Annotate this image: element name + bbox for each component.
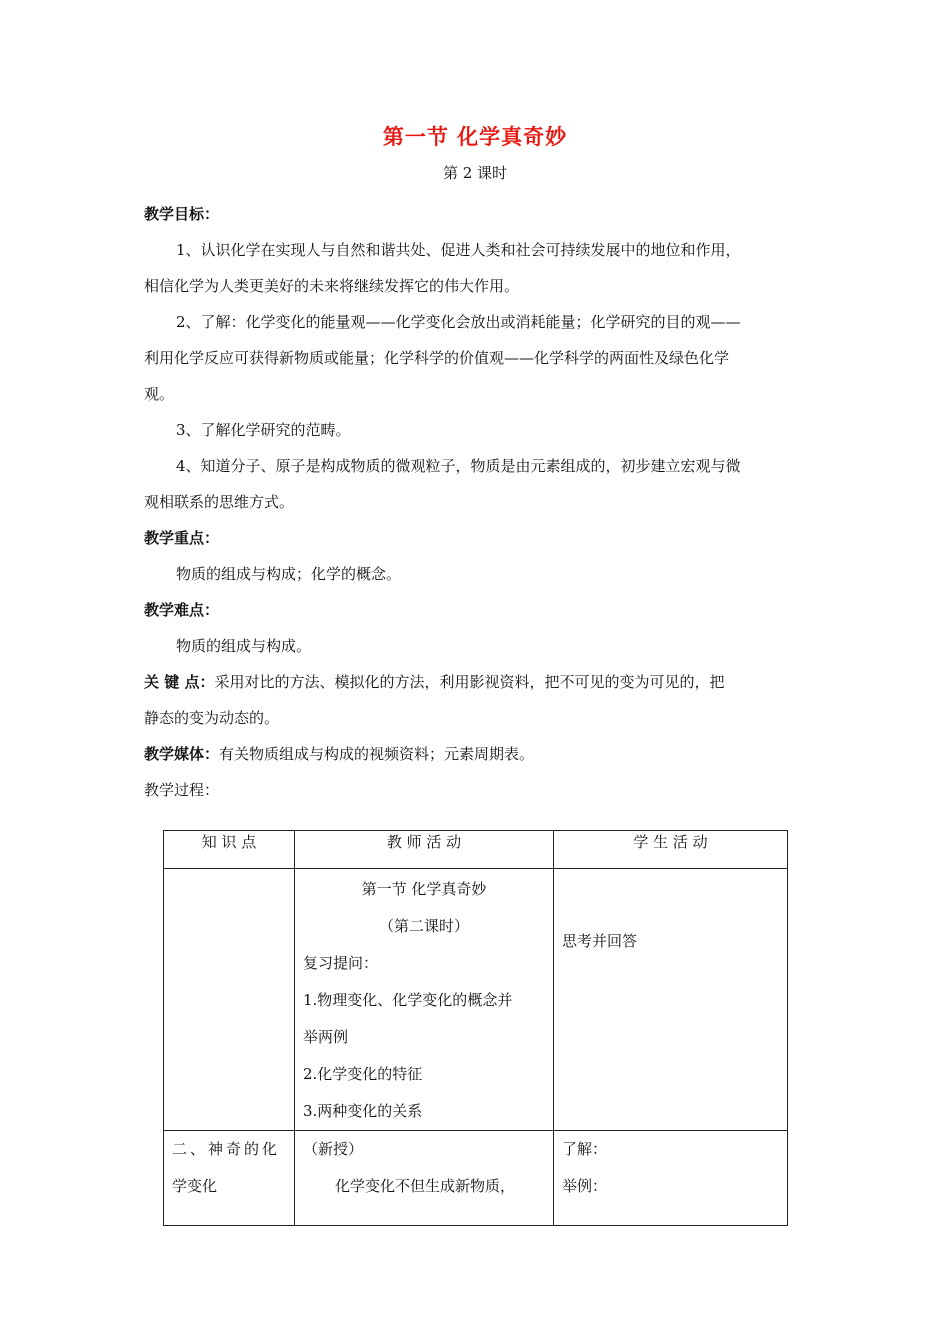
objective-1-line-2: 相信化学为人类更美好的未来将继续发挥它的伟大作用。 bbox=[144, 277, 520, 295]
difficulty-text: 物质的组成与构成。 bbox=[176, 637, 312, 655]
table-row bbox=[164, 869, 788, 1131]
student-line: 思考并回答 bbox=[562, 932, 638, 950]
media-text: 有关物质组成与构成的视频资料；元素周期表。 bbox=[219, 745, 535, 763]
header-knowledge: 知 识 点 bbox=[164, 831, 295, 869]
difficulty-heading: 教学难点： bbox=[144, 601, 220, 619]
knowledge-line: 学变化 bbox=[172, 1177, 218, 1195]
key-points-text: 物质的组成与构成；化学的概念。 bbox=[176, 565, 402, 583]
keypoint-label: 关 键 点： bbox=[144, 673, 215, 691]
objective-2-line-2: 利用化学反应可获得新物质或能量；化学科学的价值观——化学科学的两面性及绿色化学 bbox=[144, 349, 730, 367]
objective-2-line-3: 观。 bbox=[144, 385, 175, 403]
student-line: 举例： bbox=[562, 1177, 608, 1195]
teacher-line: 第一节 化学真奇妙 bbox=[361, 880, 487, 898]
objective-2-line-1: 2、了解：化学变化的能量观——化学变化会放出或消耗能量；化学研究的目的观—— bbox=[176, 313, 741, 331]
keypoint-line-1 bbox=[144, 664, 808, 700]
teacher-line: （第二课时） bbox=[378, 917, 469, 935]
knowledge-cell bbox=[164, 1131, 295, 1226]
lesson-period: 第 2 课时 bbox=[442, 164, 508, 182]
teaching-process-table bbox=[163, 830, 788, 1226]
teacher-line: 2.化学变化的特征 bbox=[303, 1065, 423, 1083]
teacher-line: 3.两种变化的关系 bbox=[303, 1102, 423, 1120]
objective-4-line-1: 4、知道分子、原子是构成物质的微观粒子，物质是由元素组成的，初步建立宏观与微 bbox=[176, 457, 741, 475]
teacher-line: （新授） bbox=[303, 1140, 364, 1158]
teacher-cell bbox=[295, 1131, 554, 1226]
page-title: 第一节 化学真奇妙 bbox=[382, 125, 568, 149]
objectives-heading: 教学目标： bbox=[144, 205, 220, 223]
table-row bbox=[164, 1131, 788, 1226]
teacher-line: 举两例 bbox=[303, 1028, 349, 1046]
header-teacher: 教 师 活 动 bbox=[295, 831, 554, 869]
student-cell bbox=[554, 1131, 788, 1226]
teacher-line: 化学变化不但生成新物质， bbox=[335, 1177, 516, 1195]
teacher-line: 复习提问： bbox=[303, 954, 379, 972]
knowledge-cell bbox=[164, 869, 295, 1131]
objective-4-line-2: 观相联系的思维方式。 bbox=[144, 493, 295, 511]
student-line: 了解： bbox=[562, 1140, 608, 1158]
media-label: 教学媒体： bbox=[144, 745, 220, 763]
lesson-body bbox=[144, 196, 808, 808]
header-student: 学 生 活 动 bbox=[554, 831, 788, 869]
key-points-heading: 教学重点： bbox=[144, 529, 220, 547]
keypoint-line-2: 静态的变为动态的。 bbox=[144, 709, 280, 727]
teacher-cell bbox=[295, 869, 554, 1131]
student-cell bbox=[554, 869, 788, 1131]
objective-1-line-1: 1、认识化学在实现人与自然和谐共处、促进人类和社会可持续发展中的地位和作用， bbox=[176, 241, 741, 259]
media-line bbox=[144, 736, 808, 772]
table-header-row bbox=[164, 831, 788, 869]
teacher-line: 1.物理变化、化学变化的概念并 bbox=[303, 991, 513, 1009]
keypoint-text-1: 采用对比的方法、模拟化的方法，利用影视资料，把不可见的变为可见的，把 bbox=[214, 673, 725, 691]
knowledge-line: 二、神奇的化 bbox=[172, 1140, 281, 1158]
objective-3-line-1: 3、了解化学研究的范畴。 bbox=[176, 421, 351, 439]
process-heading: 教学过程： bbox=[144, 781, 220, 799]
